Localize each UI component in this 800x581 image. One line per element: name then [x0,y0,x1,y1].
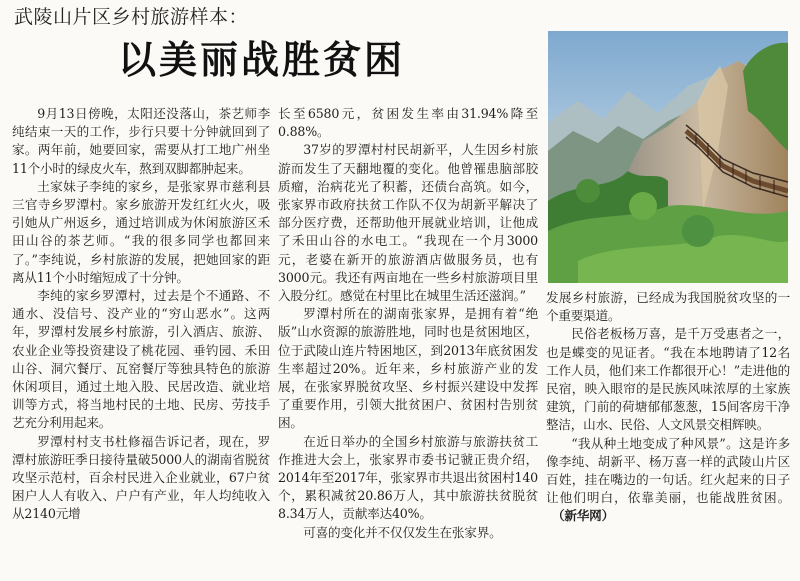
article-headline: 以美丽战胜贫困 [118,38,406,82]
paragraph: 37岁的罗潭村村民胡新平，人生因乡村旅游而发生了天翻地覆的变化。他曾罹患脑部胶质瘤，治病花光了积蓄，还债台高筑。如今，张家界市政府扶贫工作队不仅为胡新平解决了部分医疗费，还帮助他开展就业培训，让他成了禾田山谷的水电工。“我现在一个月3000元，老婆在新开的旅游酒店做服务员，也有3000元。我还有两亩地在一些乡村旅游项目里入股分红。感觉在村里比在城里生活还滋润。” [278,142,538,304]
paragraph-continued: 长至6580元，贫困发生率由31.94%降至0.88%。 [278,106,538,140]
paragraph: 土家妹子李纯的家乡，是张家界市慈利县三官寺乡罗潭村。家乡旅游开发红红火火，吸引她从广州返乡，通过培训成为休闲旅游区禾田山谷的茶艺师。“我的很多同学也都回来了。”李纯说，乡村旅游的发展，把她回家的距离从11个小时缩短成了十分钟。 [12,178,270,285]
source-credit: （新华网） [552,508,614,524]
mountain-bridge-image [548,31,788,283]
paragraph: 在近日举办的全国乡村旅游与旅游扶贫工作推进大会上，张家界市委书记虢正贵介绍，2014年至2017年，张家界市共退出贫困村140个，累积减贫20.86万人，其中旅游扶贫脱贫8.34万人，贡献率达40%。 [278,433,538,522]
article-column-2 [278,105,538,577]
paragraph-text: “我从种土地变成了种风景”。这是许多像李纯、胡新平、杨万喜一样的武陵山片区百姓，挂在嘴边的一句话。红火起来的日子让他们明白，依靠美丽，也能战胜贫困。 [546,435,790,506]
paragraph: 罗潭村村支书杜修福告诉记者，现在，罗潭村旅游旺季日接待量破5000人的湖南省脱贫攻坚示范村，百余村民进入企业就业，67户贫困户人人有收入、户户有产业，年人均纯收入从2140元增 [12,433,270,522]
paragraph: 罗潭村所在的湖南张家界，是拥有着“绝版”山水资源的旅游胜地，同时也是贫困地区，位于武陵山连片特困地区，到2013年底贫困发生率超过20%。近年来，乡村旅游产业的发展，在张家界脱贫攻坚、乡村振兴建设中发挥了重要作用，引领大批贫困户、贫困村告别贫困。 [278,306,538,431]
paragraph: 民俗老板杨万喜，是千万受惠者之一，也是蝶变的见证者。“我在本地聘请了12名工作人员，他们来工作都很开心！”走进他的民宿，映入眼帘的是民族风味浓厚的土家族建筑，门前的荷塘郁郁葱葱，15间客房干净整洁，山水、民俗、人文风景交相辉映。 [546,326,790,433]
paragraph: 9月13日傍晚，太阳还没落山，茶艺师李纯结束一天的工作，步行只要十分钟就回到了家。两年前，她要回家，需要从打工地广州坐11个小时的绿皮火车，熬到双脚都肿起来。 [12,106,270,176]
article-column-1 [12,105,270,577]
paragraph: 可喜的变化并不仅仅发生在张家界。 [303,524,502,540]
paragraph: 李纯的家乡罗潭村，过去是个不通路、不通水、没信号、没产业的“穷山恶水”。这两年，罗潭村发展乡村旅游，引入酒店、旅游、农业企业等投资建设了桃花园、垂钓园、禾田山谷、洞穴餐厅、瓦窑餐厅等独具特色的旅游休闲项目，通过土地入股、民居改造、就业培训等方式，将当地村民的土地、民房、劳技手艺充分利用起来。 [12,288,270,431]
paragraph [546,435,790,526]
article-photo [548,31,788,283]
article-subtitle: 武陵山片区乡村旅游样本： [14,6,249,28]
paragraph-continued: 发展乡村旅游，已经成为我国脱贫攻坚的一个重要渠道。 [546,290,790,324]
article-column-3 [546,289,790,549]
